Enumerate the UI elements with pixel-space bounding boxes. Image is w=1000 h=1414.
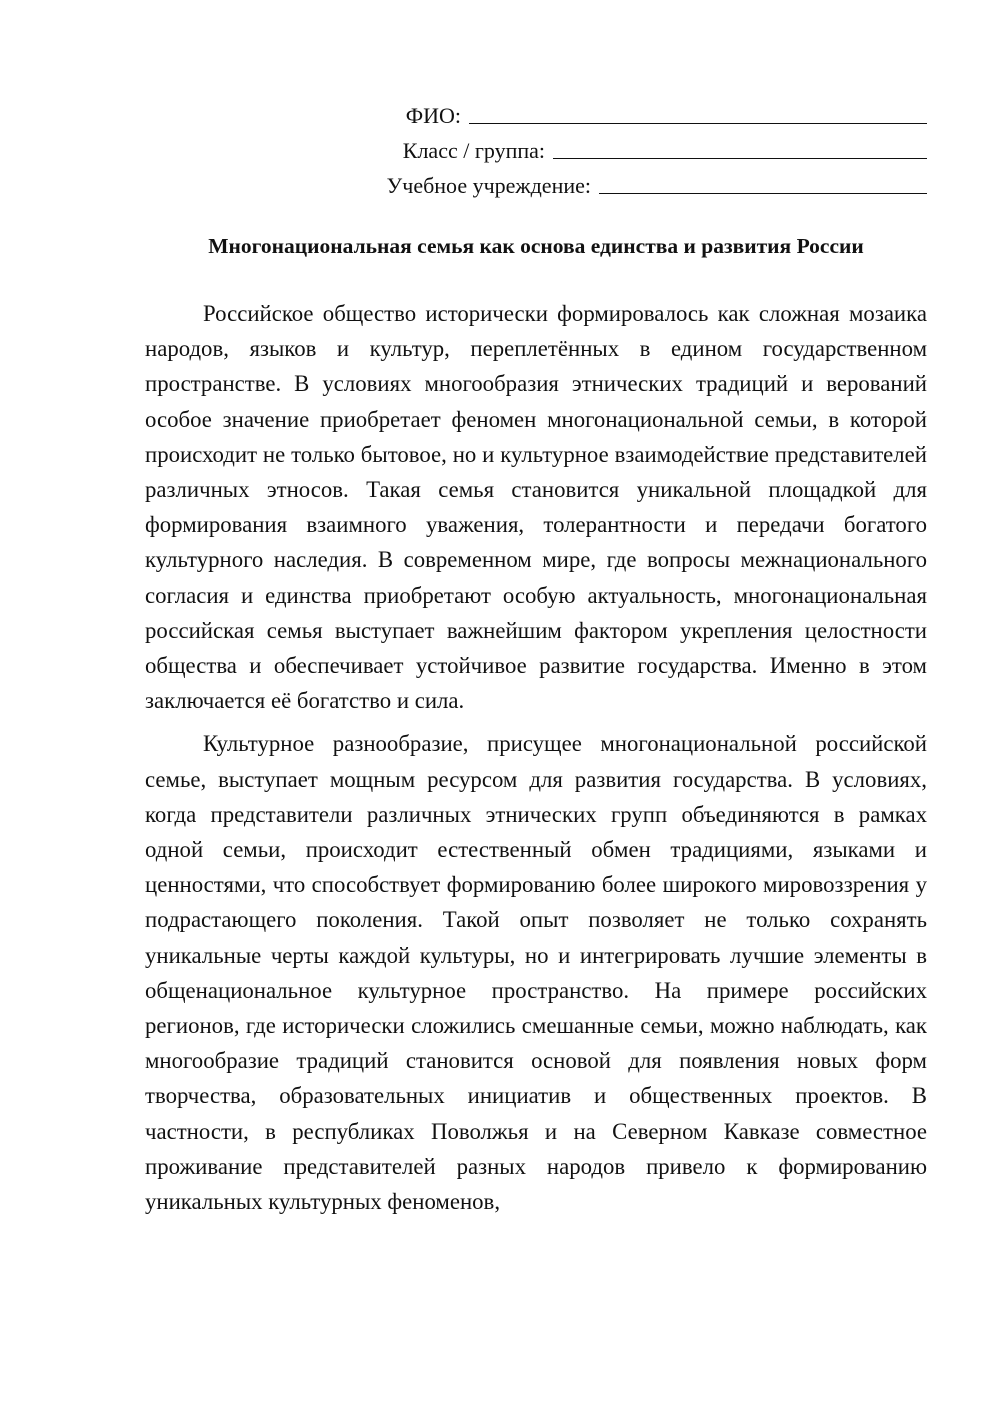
school-blank-field[interactable] (599, 171, 927, 194)
class-line (327, 129, 927, 164)
paragraph-2: Культурное разнообразие, присущее многонациональной российской семье, выступает мощным ресурсом для развития государства. В условиях, когда представители различных этнических групп объединяются в рамках одной семьи, происходит естественный обмен традициями, языками и ценностями, что способствует формированию более широкого мировоззрения у подрастающего поколения. Такой опыт позволяет не только сохранять уникальные черты каждой культуры, но и интегрировать лучшие элементы в общенациональное культурное пространство. На примере российских регионов, где исторически сложились смешанные семьи, можно наблюдать, как многообразие традиций становится основой для появления новых форм творчества, образовательных инициатив и общественных проектов. В частности, в республиках Поволжья и на Северном Кавказе совместное проживание представителей разных народов привело к формированию уникальных культурных феноменов, (145, 731, 927, 1215)
class-label: Класс / группа: (402, 138, 545, 163)
school-line (327, 164, 927, 199)
fio-line (327, 94, 927, 129)
document-body (145, 296, 927, 1227)
class-blank-field[interactable] (553, 136, 927, 159)
school-label: Учебное учреждение: (386, 173, 591, 198)
document-title: Многонациональная семья как основа единства и развития России (208, 234, 864, 258)
fio-blank-field[interactable] (469, 101, 927, 124)
student-info-header (327, 94, 927, 199)
paragraph-1: Российское общество исторически формировалось как сложная мозаика народов, языков и культур, переплетённых в едином государственном пространстве. В условиях многообразия этнических традиций и верований особое значение приобретает феномен многонациональной семьи, в которой происходит не только бытовое, но и культурное взаимодействие представителей различных этносов. Такая семья становится уникальной площадкой для формирования взаимного уважения, толерантности и передачи богатого культурного наследия. В современном мире, где вопросы межнационального согласия и единства приобретают особую актуальность, многонациональная российская семья выступает важнейшим фактором укрепления целостности общества и обеспечивает устойчивое развитие государства. Именно в этом заключается её богатство и сила. (145, 301, 927, 714)
fio-label: ФИО: (405, 103, 461, 128)
